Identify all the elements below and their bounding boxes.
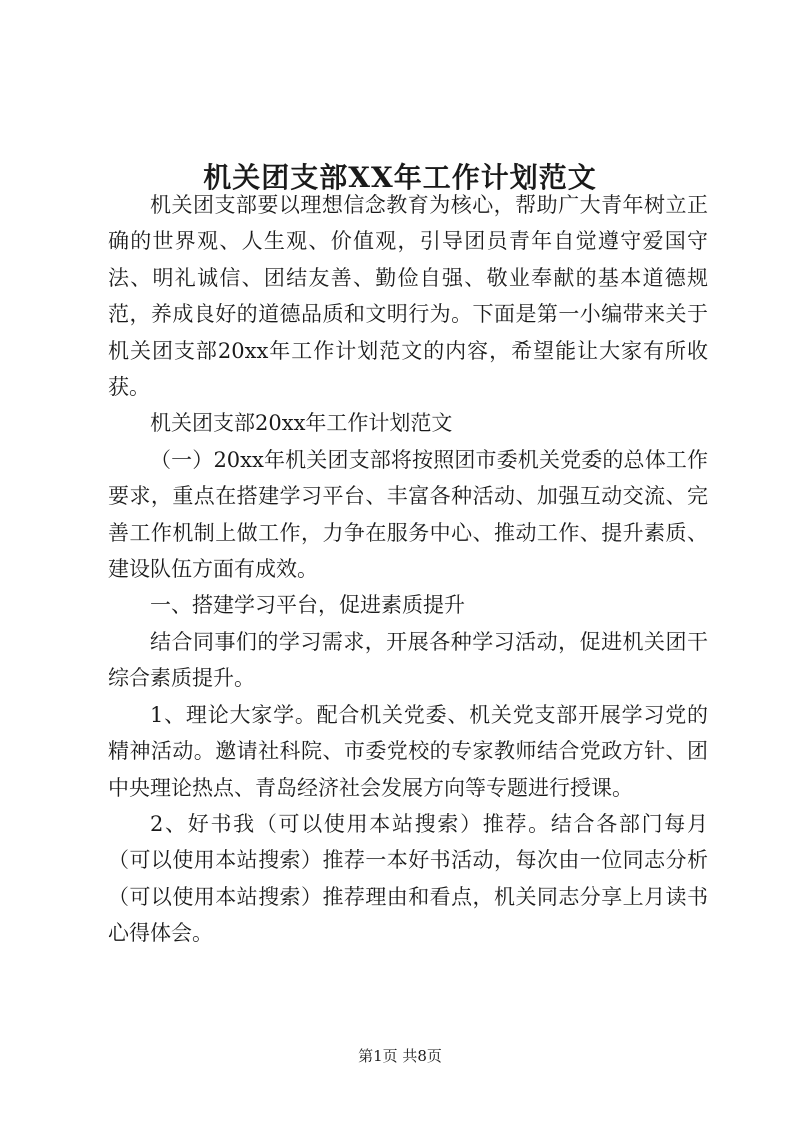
section-heading: 一、搭建学习平台，促进素质提升: [150, 593, 465, 618]
paragraph-item-2: 2、好书我（可以使用本站搜索）推荐。结合各部门每月（可以使用本站搜索）推荐一本好书活动，每次由一位同志分析（可以使用本站搜索）推荐理由和看点，机关同志分享上月读书心得体会。: [108, 811, 708, 946]
paragraph-item-1: 1、理论大家学。配合机关党委、机关党支部开展学习党的精神活动。邀请社科院、市委党校的专家教师结合党政方针、团中央理论热点、青岛经济社会发展方向等专题进行授课。: [108, 702, 708, 800]
paragraph-subtitle: 机关团支部20xx年工作计划范文: [150, 411, 453, 436]
paragraph-overview: （一）20xx年机关团支部将按照团市委机关党委的总体工作要求，重点在搭建学习平台、丰富各种活动、加强互动交流、完善工作机制上做工作，力争在服务中心、推动工作、提升素质、建设队伍方面有成效。: [108, 447, 708, 582]
document-body: [108, 187, 708, 952]
page-footer: 第1页 共8页: [358, 1047, 442, 1065]
document-title: 机关团支部XX年工作计划范文: [203, 160, 597, 194]
paragraph-intro: 机关团支部要以理想信念教育为核心，帮助广大青年树立正确的世界观、人生观、价值观，引导团员青年自觉遵守爱国守法、明礼诚信、团结友善、勤俭自强、敬业奉献的基本道德规范，养成良好的道德品质和文明行为。下面是第一小编带来关于机关团支部20xx年工作计划范文的内容，希望能让大家有所收获。: [108, 193, 708, 400]
paragraph-section-intro: 结合同事们的学习需求，开展各种学习活动，促进机关团干综合素质提升。: [108, 629, 708, 691]
